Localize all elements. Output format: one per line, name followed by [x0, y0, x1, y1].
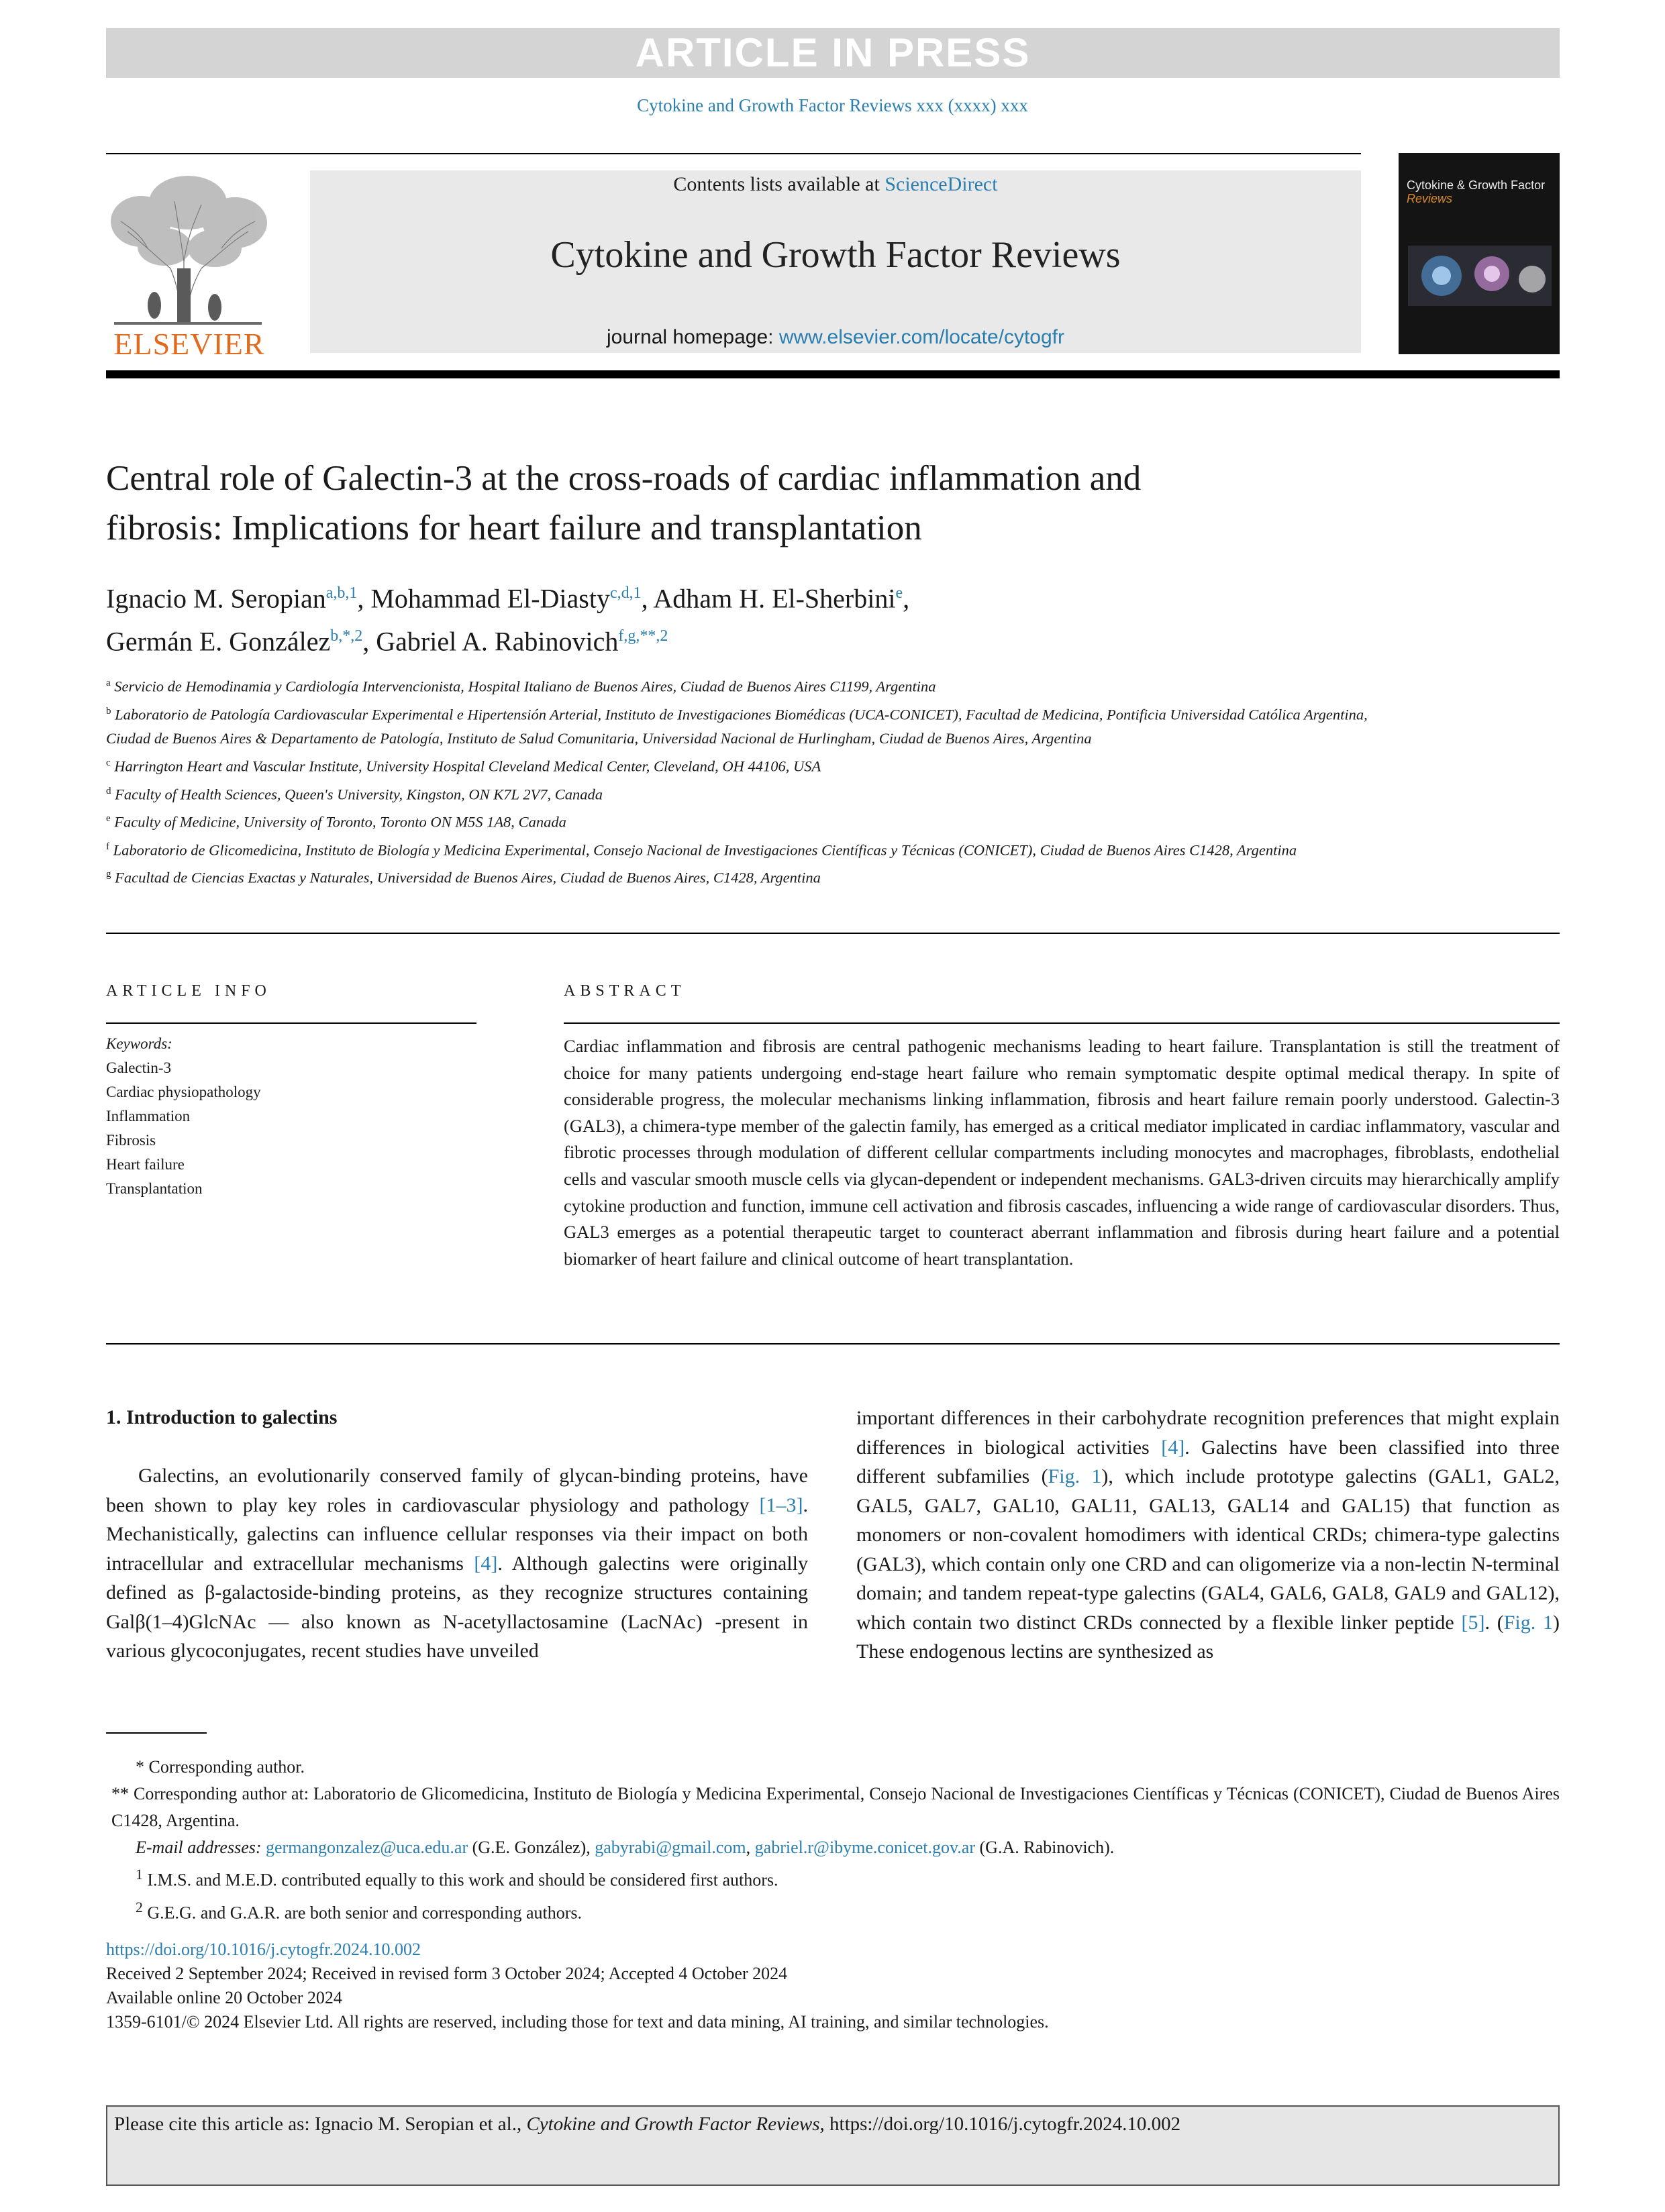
homepage-line: [310, 326, 1361, 349]
affiliation-key: e: [106, 813, 111, 824]
doi-link[interactable]: https://doi.org/10.1016/j.cytogfr.2024.10.002: [106, 1940, 421, 1959]
author-name: Adham H. El-Sherbini: [653, 583, 896, 614]
article-info-rule: [106, 1022, 476, 1024]
affiliation-text: Faculty of Health Sciences, Queen's University, Kingston, ON K7L 2V7, Canada: [115, 786, 603, 802]
body-text: important differences in their carbohydrate recognition preferences that might explain differences in biological activities: [856, 1407, 1560, 1459]
title-line-2: fibrosis: Implications for heart failure and transplantation: [106, 509, 922, 547]
affiliation-text: Laboratorio de Glicomedicina, Instituto de Biología y Medicina Experimental, Consejo Nacional de Investigaciones Científicas y Técnicas (CONICET), Ciudad de Buenos Aires C1428, Argentina: [113, 841, 1297, 858]
affiliation: [106, 751, 1368, 779]
cite-box: [106, 2105, 1560, 2186]
cover-illustration-icon: [1408, 246, 1552, 306]
body-text: . Although galectins were originally defined as β-galactoside-binding proteins, as they recognize structures containing Galβ(1–4)GlcNAc — also known as N-acetyllactosamine (LacNAc) -present in various glycoconjugates, recent studies have unveiled: [106, 1552, 808, 1662]
author-separator: ,: [641, 583, 654, 614]
affiliation-text: Faculty of Medicine, University of Toronto, Toronto ON M5S 1A8, Canada: [114, 813, 566, 831]
contents-prefix: Contents lists available at: [673, 173, 885, 195]
body-text: ) These endogenous lectins are synthesized as: [856, 1611, 1560, 1663]
keyword: Cardiac physiopathology: [106, 1084, 261, 1100]
keyword: Heart failure: [106, 1156, 185, 1173]
journal-title: Cytokine and Growth Factor Reviews: [550, 234, 1121, 276]
journal-cover[interactable]: [1399, 153, 1560, 354]
elsevier-logo[interactable]: [101, 168, 275, 362]
affiliation-key: c: [106, 757, 111, 768]
author-affil-sup[interactable]: e: [895, 584, 903, 602]
history-dates: Received 2 September 2024; Received in revised form 3 October 2024; Accepted 4 October 2024: [106, 1964, 788, 1983]
footnote-marker: 1: [136, 1866, 143, 1883]
abstract-heading: ABSTRACT: [564, 982, 686, 1000]
affiliation-key: b: [106, 705, 111, 717]
affiliation-text: Servicio de Hemodinamia y Cardiología Intervencionista, Hospital Italiano de Buenos Aires, Ciudad de Buenos Aires C1199, Argentina: [114, 678, 936, 695]
citation-link[interactable]: [4]: [1161, 1436, 1185, 1459]
author-separator: ,: [903, 583, 910, 614]
cover-subtitle: Reviews: [1407, 192, 1453, 205]
author-name: Ignacio M. Seropian: [106, 583, 326, 614]
affiliation-key: a: [106, 678, 111, 688]
copyright: 1359-6101/© 2024 Elsevier Ltd. All rights are reserved, including those for text and data mining, AI training, and similar technologies.: [106, 2012, 1049, 2032]
keyword: Fibrosis: [106, 1132, 156, 1149]
affiliation: [106, 806, 1368, 835]
keyword: Galectin-3: [106, 1059, 172, 1076]
author-separator: ,: [362, 626, 376, 657]
journal-reference[interactable]: Cytokine and Growth Factor Reviews xxx (xxxx) xxx: [637, 95, 1028, 115]
body-text: . Galectins have been classified into three different subfamilies (: [856, 1436, 1560, 1487]
citation-link[interactable]: [4]: [474, 1552, 498, 1575]
email-label: E-mail addresses:: [136, 1838, 262, 1857]
body-text: . (: [1484, 1611, 1504, 1634]
author-affil-sup[interactable]: b,*,2: [330, 627, 363, 645]
affiliations: [106, 671, 1368, 890]
homepage-prefix: journal homepage:: [606, 326, 779, 348]
author-name: Gabriel A. Rabinovich: [376, 626, 619, 657]
citation-link[interactable]: [1–3]: [759, 1493, 803, 1516]
author-name: Mohammad El-Diasty: [370, 583, 610, 614]
keywords-block: [106, 1032, 476, 1201]
body-text: Galectins, an evolutionarily conserved family of glycan-binding proteins, have been shown to play key roles in cardiovascular physiology and pathology: [106, 1465, 808, 1516]
body-text: . Mechanistically, galectins can influence cellular responses via their impact on both intracellular and extracellular mechanisms: [106, 1493, 808, 1575]
footnote-corresponding: * Corresponding author.: [136, 1757, 305, 1777]
article-title: [106, 454, 1515, 553]
article-in-press-banner: [106, 28, 1560, 78]
body-column-left: [106, 1461, 808, 1666]
keyword: Inflammation: [106, 1108, 191, 1124]
header-bottom-rule: [106, 370, 1560, 378]
figure-link[interactable]: Fig. 1: [1048, 1465, 1102, 1487]
email-link[interactable]: germangonzalez@uca.edu.ar: [266, 1838, 468, 1857]
footnote-text: G.E.G. and G.A.R. are both senior and corresponding authors.: [147, 1903, 583, 1923]
author-affil-sup[interactable]: c,d,1: [609, 584, 642, 602]
abstract-bottom-rule: [106, 1343, 1560, 1345]
affiliation-key: g: [106, 869, 111, 880]
author-affil-sup[interactable]: f,g,**,2: [618, 627, 668, 645]
affiliation: [106, 779, 1368, 807]
contents-line: [310, 173, 1361, 196]
body-text: ), which include prototype galectins (GAL1, GAL2, GAL5, GAL7, GAL10, GAL11, GAL13, GAL14 and GAL15) that function as monomers or non-covalent homodimers with identical CRDs; chimera-type galectins (GAL3), which contain only one CRD and can oligomerize via a non-lectin N-terminal domain; and tandem repeat-type galectins (GAL4, GAL6, GAL8, GAL9 and GAL12), which contain two distinct CRDs connected by a flexible linker peptide: [856, 1465, 1560, 1634]
keyword: Transplantation: [106, 1180, 203, 1197]
available-online: Available online 20 October 2024: [106, 1988, 342, 2007]
footnote-text: I.M.S. and M.E.D. contributed equally to this work and should be considered first authors.: [147, 1870, 778, 1890]
footnote-rule: [106, 1732, 207, 1734]
cover-title-text: Cytokine & Growth Factor: [1407, 178, 1546, 192]
cite-suffix[interactable]: , https://doi.org/10.1016/j.cytogfr.2024.10.002: [819, 2113, 1181, 2135]
affiliation: [106, 699, 1368, 751]
affiliation: [106, 671, 1368, 699]
footnote-corresponding-2: ** Corresponding author at: Laboratorio de Glicomedicina, Instituto de Biología y Medicina Experimental, Consejo Nacional de Investigaciones Científicas y Técnicas (CONICET), Ciudad de Buenos Aires C1428, Argentina.: [111, 1784, 1560, 1830]
author-affil-sup[interactable]: a,b,1: [325, 584, 358, 602]
section-heading: 1. Introduction to galectins: [106, 1406, 338, 1428]
figure-link[interactable]: Fig. 1: [1503, 1611, 1553, 1634]
author-list: [106, 574, 1549, 661]
keywords-label: Keywords:: [106, 1035, 172, 1052]
email-owner: (G.E. González),: [468, 1838, 595, 1857]
affiliation-text: Harrington Heart and Vascular Institute, University Hospital Cleveland Medical Center, Cleveland, OH 44106, USA: [114, 757, 821, 775]
affiliations-rule: [106, 933, 1560, 934]
author-name: Germán E. González: [106, 626, 331, 657]
body-column-right: [856, 1404, 1560, 1667]
affiliation-key: f: [106, 841, 109, 852]
affiliation-text: Facultad de Ciencias Exactas y Naturales, Universidad de Buenos Aires, Ciudad de Buenos Aires, C1428, Argentina: [115, 869, 821, 886]
abstract-rule: [564, 1022, 1560, 1024]
article-meta: [106, 1938, 1560, 2034]
footnote-1: [106, 1861, 1560, 1894]
sciencedirect-link[interactable]: ScienceDirect: [885, 173, 998, 195]
affiliation: [106, 835, 1368, 863]
affiliation-key: d: [106, 785, 111, 796]
article-in-press-text: ARTICLE IN PRESS: [635, 30, 1031, 75]
affiliation: [106, 862, 1368, 890]
email-separator: ,: [746, 1838, 755, 1857]
email-link[interactable]: gabriel.r@ibyme.conicet.gov.ar: [754, 1838, 976, 1857]
article-info-heading: ARTICLE INFO: [106, 982, 271, 1000]
email-link[interactable]: gabyrabi@gmail.com: [595, 1838, 746, 1857]
cite-prefix: Please cite this article as: Ignacio M. Seropian et al.,: [114, 2113, 527, 2135]
journal-homepage-link[interactable]: www.elsevier.com/locate/cytogfr: [778, 326, 1064, 348]
footnote-emails: [106, 1834, 1560, 1861]
footnote-2: [106, 1894, 1560, 1927]
author-separator: ,: [357, 583, 371, 614]
abstract-text: Cardiac inflammation and fibrosis are central pathogenic mechanisms leading to heart failure. Transplantation is still the treatment of choice for many patients undergoing end-stage heart failure who remain symptomatic despite optimal medical therapy. In spite of considerable progress, the molecular mechanisms linking inflammation, fibrosis and heart failure remain poorly understood. Galectin-3 (GAL3), a chimera-type member of the galectin family, has emerged as a critical mediator implicated in cardiac inflammatory, vascular and fibrotic processes through modulation of different cellular compartments including monocytes and macrophages, fibroblasts, endothelial cells and vascular smooth muscle cells via glycan-dependent or independent mechanisms. GAL3-driven circuits may hierarchically amplify cytokine production and function, immune cell activation and fibrosis cascades, influencing a wide range of cardiovascular disorders. Thus, GAL3 emerges as a potential therapeutic target to counteract aberrant inflammation and fibrosis during heart failure and a potential biomarker of heart failure and clinical outcome of heart transplantation.: [564, 1036, 1560, 1269]
email-owner: (G.A. Rabinovich).: [975, 1838, 1115, 1857]
cover-title: [1407, 178, 1554, 205]
title-line-1: Central role of Galectin-3 at the cross-roads of cardiac inflammation and: [106, 459, 1142, 498]
cite-journal: Cytokine and Growth Factor Reviews: [526, 2113, 820, 2135]
header-top-rule: [106, 153, 1361, 154]
affiliation-text: Laboratorio de Patología Cardiovascular Experimental e Hipertensión Arterial, Instituto de Investigaciones Biomédicas (UCA-CONICET), Facultad de Medicina, Pontificia Universidad Católica Argentina, Ciudad de Buenos Aires & Departamento de Patología, Instituto de Salud Comunitaria, Universidad Nacional de Hurlingham, Ciudad de Buenos Aires, Argentina: [106, 706, 1368, 747]
citation-link[interactable]: [5]: [1461, 1611, 1485, 1634]
elsevier-wordmark: ELSEVIER: [113, 327, 265, 361]
cite-text: [114, 2113, 1180, 2136]
footnote-marker: 2: [136, 1899, 143, 1915]
footnotes: [106, 1754, 1560, 1926]
